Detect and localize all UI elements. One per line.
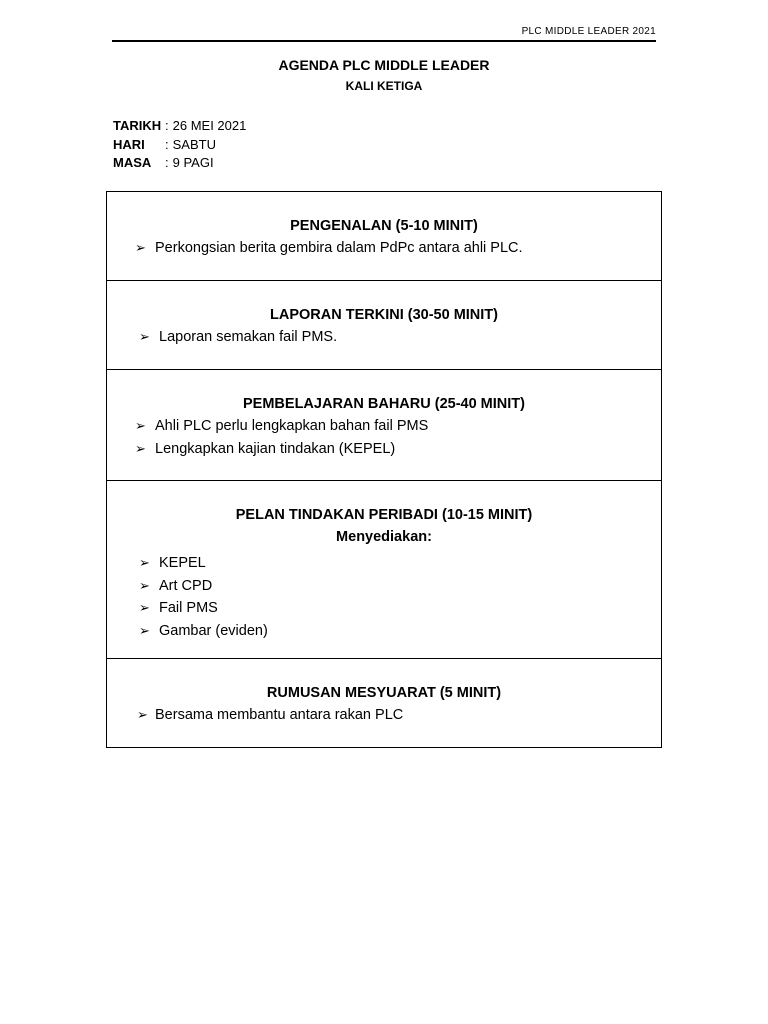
meta-label: TARIKH (113, 118, 162, 133)
list-item (139, 620, 661, 643)
agenda-section-new-learning (107, 370, 661, 481)
list-item (139, 326, 661, 349)
arrow-bullet-icon: ➢ (135, 440, 146, 456)
list-item-text: KEPEL (159, 555, 206, 571)
agenda-section-personal-action-plan (107, 481, 661, 659)
list-item (135, 237, 661, 260)
list-item (135, 438, 661, 461)
header-rule (112, 40, 656, 42)
arrow-bullet-icon: ➢ (135, 418, 146, 433)
meta-separator: : (165, 155, 169, 170)
meta-row-date (113, 117, 246, 136)
list-item (137, 704, 661, 727)
section-subtitle: Menyediakan: (336, 529, 432, 545)
bullet-list (107, 704, 661, 727)
section-title: PELAN TINDAKAN PERIBADI (10-15 MINIT) (235, 507, 533, 523)
list-item-text: Lengkapkan kajian tindakan (KEPEL) (155, 440, 396, 457)
document-title: AGENDA PLC MIDDLE LEADER (278, 57, 490, 73)
list-item-text: Bersama membantu antara rakan PLC (155, 707, 404, 723)
arrow-bullet-icon: ➢ (139, 555, 150, 570)
agenda-section-meeting-summary (107, 659, 661, 747)
agenda-section-latest-report (107, 281, 661, 370)
meta-separator: : (165, 136, 169, 152)
section-title: PENGENALAN (5-10 MINIT) (290, 218, 478, 234)
list-item-text: Art CPD (159, 577, 213, 594)
document-subtitle: KALI KETIGA (345, 79, 423, 93)
list-item (139, 575, 661, 598)
list-item-text: Laporan semakan fail PMS. (159, 329, 338, 345)
arrow-bullet-icon: ➢ (139, 600, 150, 615)
running-header: PLC MIDDLE LEADER 2021 (521, 26, 656, 37)
list-item-text: Gambar (eviden) (159, 622, 268, 639)
agenda-section-introduction (107, 192, 661, 281)
bullet-list (107, 415, 661, 460)
list-item-text: Fail PMS (159, 600, 218, 616)
list-item-text: Perkongsian berita gembira dalam PdPc antara ahli PLC. (155, 240, 523, 256)
meta-label: HARI (113, 136, 145, 152)
meta-value: 9 PAGI (172, 155, 214, 170)
bullet-list (107, 237, 661, 260)
arrow-bullet-icon: ➢ (139, 577, 150, 593)
list-item-text: Ahli PLC perlu lengkapkan bahan fail PMS (155, 418, 429, 434)
section-title: LAPORAN TERKINI (30-50 MINIT) (270, 307, 498, 323)
bullet-list (107, 548, 661, 642)
meta-value: 26 MEI 2021 (172, 118, 247, 133)
bullet-list (107, 326, 661, 349)
section-title: PEMBELAJARAN BAHARU (25-40 MINIT) (243, 396, 525, 412)
meta-row-time (113, 154, 246, 173)
meta-value: SABTU (172, 136, 216, 152)
meta-row-day (113, 136, 246, 155)
agenda-table (106, 191, 662, 748)
arrow-bullet-icon: ➢ (139, 329, 150, 344)
section-title: RUMUSAN MESYUARAT (5 MINIT) (266, 685, 502, 701)
arrow-bullet-icon: ➢ (137, 707, 148, 722)
meeting-details (113, 117, 246, 173)
list-item (135, 415, 661, 438)
list-item (139, 597, 661, 620)
arrow-bullet-icon: ➢ (139, 622, 150, 638)
meta-separator: : (165, 118, 169, 133)
list-item (139, 552, 661, 575)
arrow-bullet-icon: ➢ (135, 240, 146, 255)
meta-label: MASA (113, 155, 152, 170)
